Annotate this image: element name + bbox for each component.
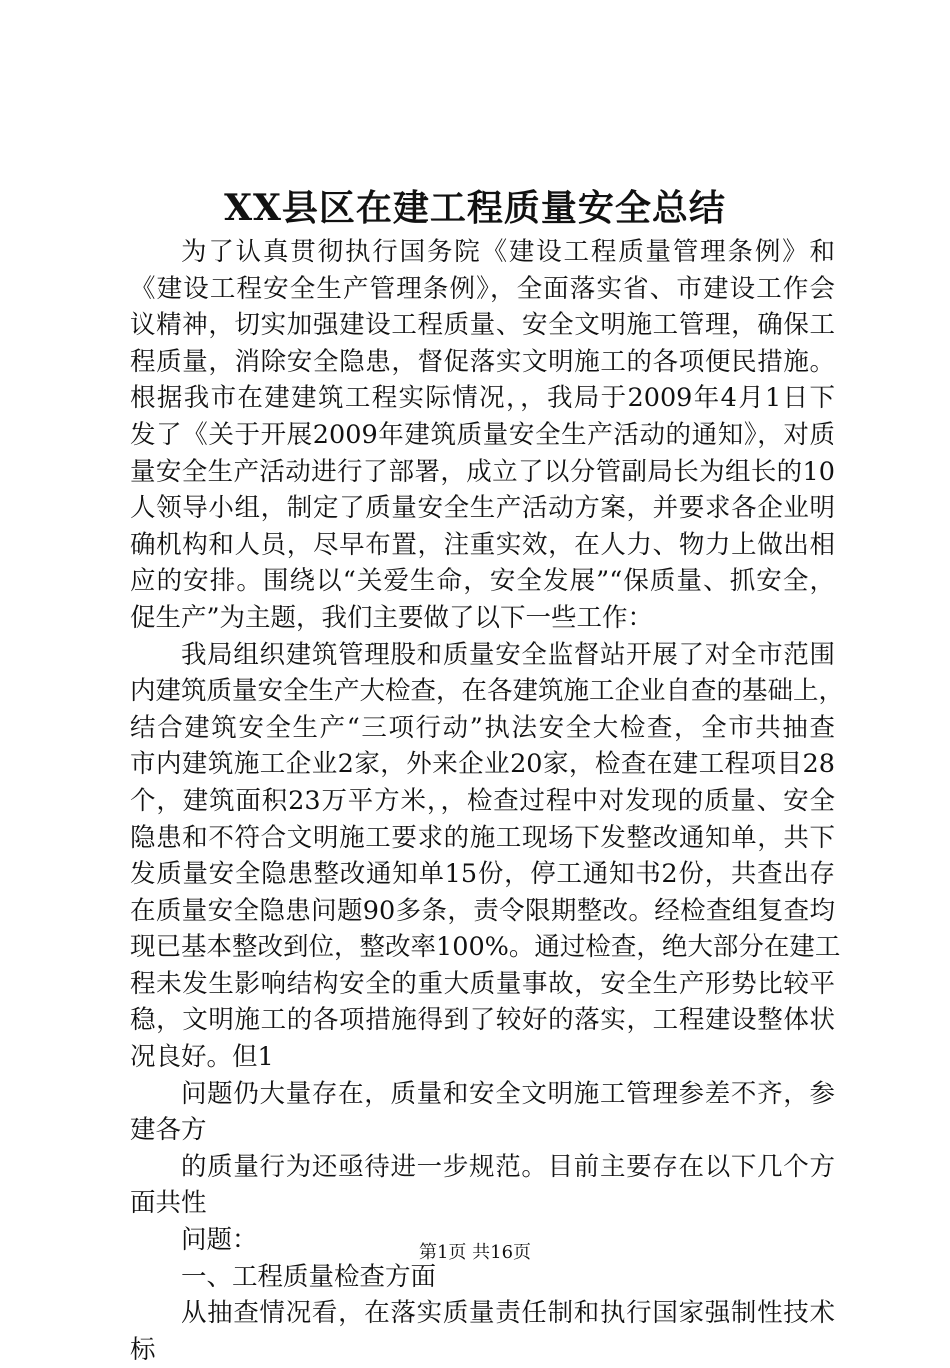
body-line: 促生产”为主题，我们主要做了以下一些工作：: [130, 602, 654, 633]
body-line: 发了《关于开展2009年建筑质量安全生产活动的通知》，对质: [130, 419, 835, 450]
document-body: [130, 234, 845, 1368]
body-line: 建各方: [130, 1115, 207, 1146]
page-footer: 第1页 共16页: [418, 1242, 532, 1263]
document-title: XX县区在建工程质量安全总结: [224, 187, 726, 229]
body-line: 问题仍大量存在，质量和安全文明施工管理参差不齐，参: [181, 1078, 835, 1109]
body-line: 应的安排。围绕以“关爱生命，安全发展”“保质量、抓安全，: [130, 566, 835, 597]
body-line: 发质量安全隐患整改通知单15份，停工通知书2份，共查出存: [130, 859, 835, 890]
body-line: 根据我市在建建筑工程实际情况，，我局于2009年4月1日下: [130, 383, 835, 414]
body-line: 我局组织建筑管理股和质量安全监督站开展了对全市范围: [181, 639, 835, 670]
body-line: 程质量，消除安全隐患，督促落实文明施工的各项便民措施。: [130, 346, 835, 377]
body-line: 的质量行为还亟待进一步规范。目前主要存在以下几个方: [181, 1151, 835, 1182]
body-line: 程未发生影响结构安全的重大质量事故，安全生产形势比较平: [130, 968, 835, 999]
body-line: 结合建筑安全生产“三项行动”执法安全大检查，全市共抽查: [130, 712, 835, 743]
body-line: 从抽查情况看，在落实质量责任制和执行国家强制性技术: [181, 1298, 835, 1329]
body-line: 一、工程质量检查方面: [181, 1261, 437, 1292]
body-line: 个，建筑面积23万平方米，，检查过程中对发现的质量、安全: [130, 785, 835, 816]
body-line: 面共性: [130, 1188, 207, 1219]
body-line: 稳，文明施工的各项措施得到了较好的落实，工程建设整体状: [130, 1005, 835, 1036]
body-line: 在质量安全隐患问题90多条，责令限期整改。经检查组复查均: [130, 895, 835, 926]
body-line: 内建筑质量安全生产大检查，在各建筑施工企业自查的基础上，: [130, 676, 845, 707]
body-line: 议精神，切实加强建设工程质量、安全文明施工管理，确保工: [130, 310, 835, 341]
body-line: 《建设工程安全生产管理条例》，全面落实省、市建设工作会: [130, 273, 835, 304]
body-line: 现已基本整改到位，整改率100%。通过检查，绝大部分在建工: [130, 932, 841, 963]
body-line: 确机构和人员，尽早布置，注重实效，在人力、物力上做出相: [130, 529, 835, 560]
body-line: 隐患和不符合文明施工要求的施工现场下发整改通知单，共下: [130, 822, 835, 853]
body-line: 市内建筑施工企业2家，外来企业20家，检查在建工程项目28: [130, 749, 835, 780]
body-line: 标: [130, 1334, 156, 1365]
body-line: 况良好。但1: [130, 1042, 274, 1073]
body-line: 问题：: [181, 1225, 258, 1256]
body-line: 人领导小组，制定了质量安全生产活动方案，并要求各企业明: [130, 493, 835, 524]
body-line: 量安全生产活动进行了部署，成立了以分管副局长为组长的10: [130, 456, 835, 487]
body-line: 为了认真贯彻执行国务院《建设工程质量管理条例》和: [181, 237, 835, 267]
